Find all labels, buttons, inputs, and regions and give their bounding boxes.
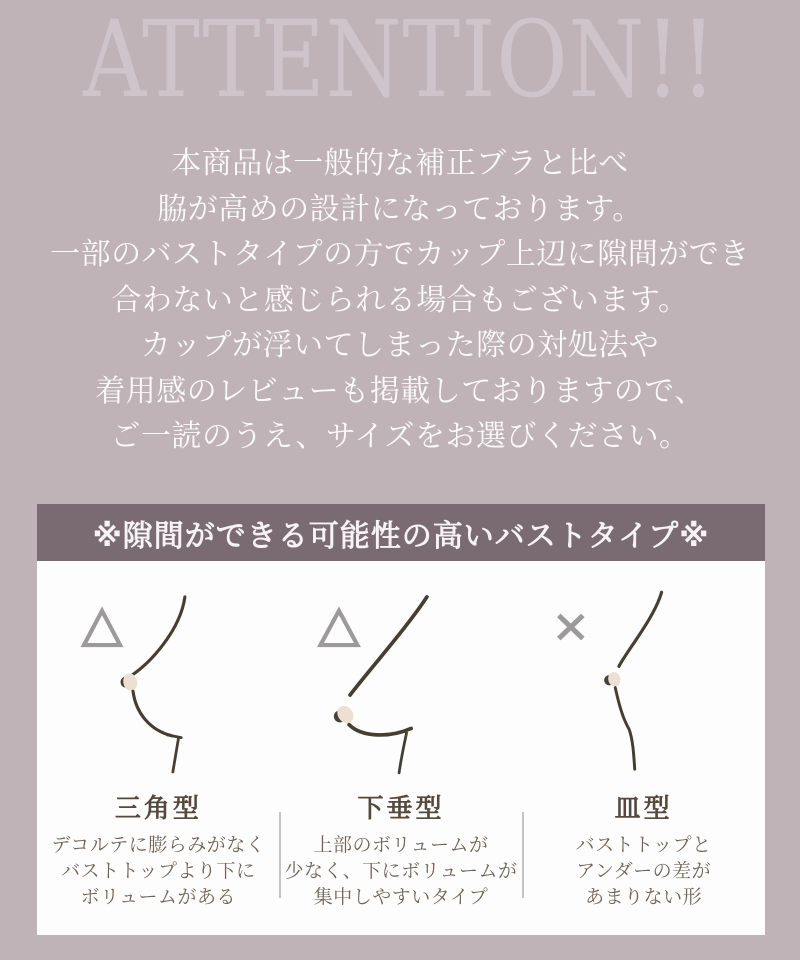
intro-line-6: 着用感のレビューも掲載しておりますので、 — [95, 373, 705, 409]
desc-line: 集中しやすいタイプ — [313, 886, 489, 908]
intro-text — [0, 141, 800, 460]
bust-under-curve — [350, 725, 412, 735]
intro-line-7: ご一読のうえ、サイズをお選びください。 — [110, 419, 690, 454]
torso-line — [173, 739, 179, 772]
bust-type-column-sagging — [280, 561, 523, 935]
bust-type-column-flat — [522, 561, 765, 935]
torso-notch — [167, 735, 181, 738]
bust-type-description — [280, 832, 523, 910]
bust-type-name: 下垂型 — [357, 794, 445, 824]
desc-line: あまりない形 — [585, 886, 703, 908]
bust-type-description — [37, 832, 280, 910]
section-title-bar — [37, 504, 765, 561]
desc-line: アンダーの差が — [576, 860, 712, 882]
section-title: ※隙間ができる可能性の高いバストタイプ※ — [92, 518, 710, 554]
bust-illustration-triangle-type — [46, 581, 271, 786]
bust-upper-curve — [351, 597, 428, 695]
bust-under-curve — [133, 691, 172, 735]
bust-upper-curve — [131, 597, 185, 676]
desc-line: 上部のボリュームが — [313, 834, 489, 856]
bust-upper-curve — [619, 592, 662, 666]
torso-line — [400, 733, 407, 773]
bust-illustration-sagging-type — [288, 581, 513, 786]
desc-line: 少なく、下にボリュームが — [284, 860, 518, 882]
triangle-mark-icon — [84, 611, 120, 645]
intro-line-4: 合わないと感じられる場合もございます。 — [111, 282, 689, 318]
desc-line: バストトップより下に — [61, 860, 256, 882]
intro-line-5: カップが浮いてしまった際の対処法や — [140, 328, 660, 363]
intro-line-1: 本商品は一般的な補正ブラと比べ — [171, 146, 629, 181]
bust-type-name: 皿型 — [614, 794, 673, 824]
attention-heading: ATTENTION!! — [83, 0, 717, 121]
bust-type-description — [522, 832, 765, 910]
bust-types-panel — [37, 561, 765, 935]
cross-mark-icon — [559, 615, 583, 638]
desc-line: バストトップと — [575, 834, 712, 856]
nipple — [121, 672, 138, 692]
bust-under-curve — [615, 688, 634, 769]
column-divider — [522, 812, 524, 898]
column-divider — [279, 812, 281, 898]
nipple — [607, 671, 622, 688]
triangle-mark-icon — [321, 611, 358, 645]
intro-line-3: 一部のバストタイプの方でカップ上辺に隙間ができ — [50, 237, 750, 272]
desc-line: ボリュームがある — [80, 886, 237, 908]
bust-illustration-flat-type — [531, 581, 756, 786]
intro-line-2: 脇が高めの設計になっております。 — [157, 191, 643, 227]
bust-type-name: 三角型 — [114, 794, 202, 824]
bust-type-column-triangle — [37, 561, 280, 935]
desc-line: デコルテに膨らみがなく — [51, 834, 266, 856]
